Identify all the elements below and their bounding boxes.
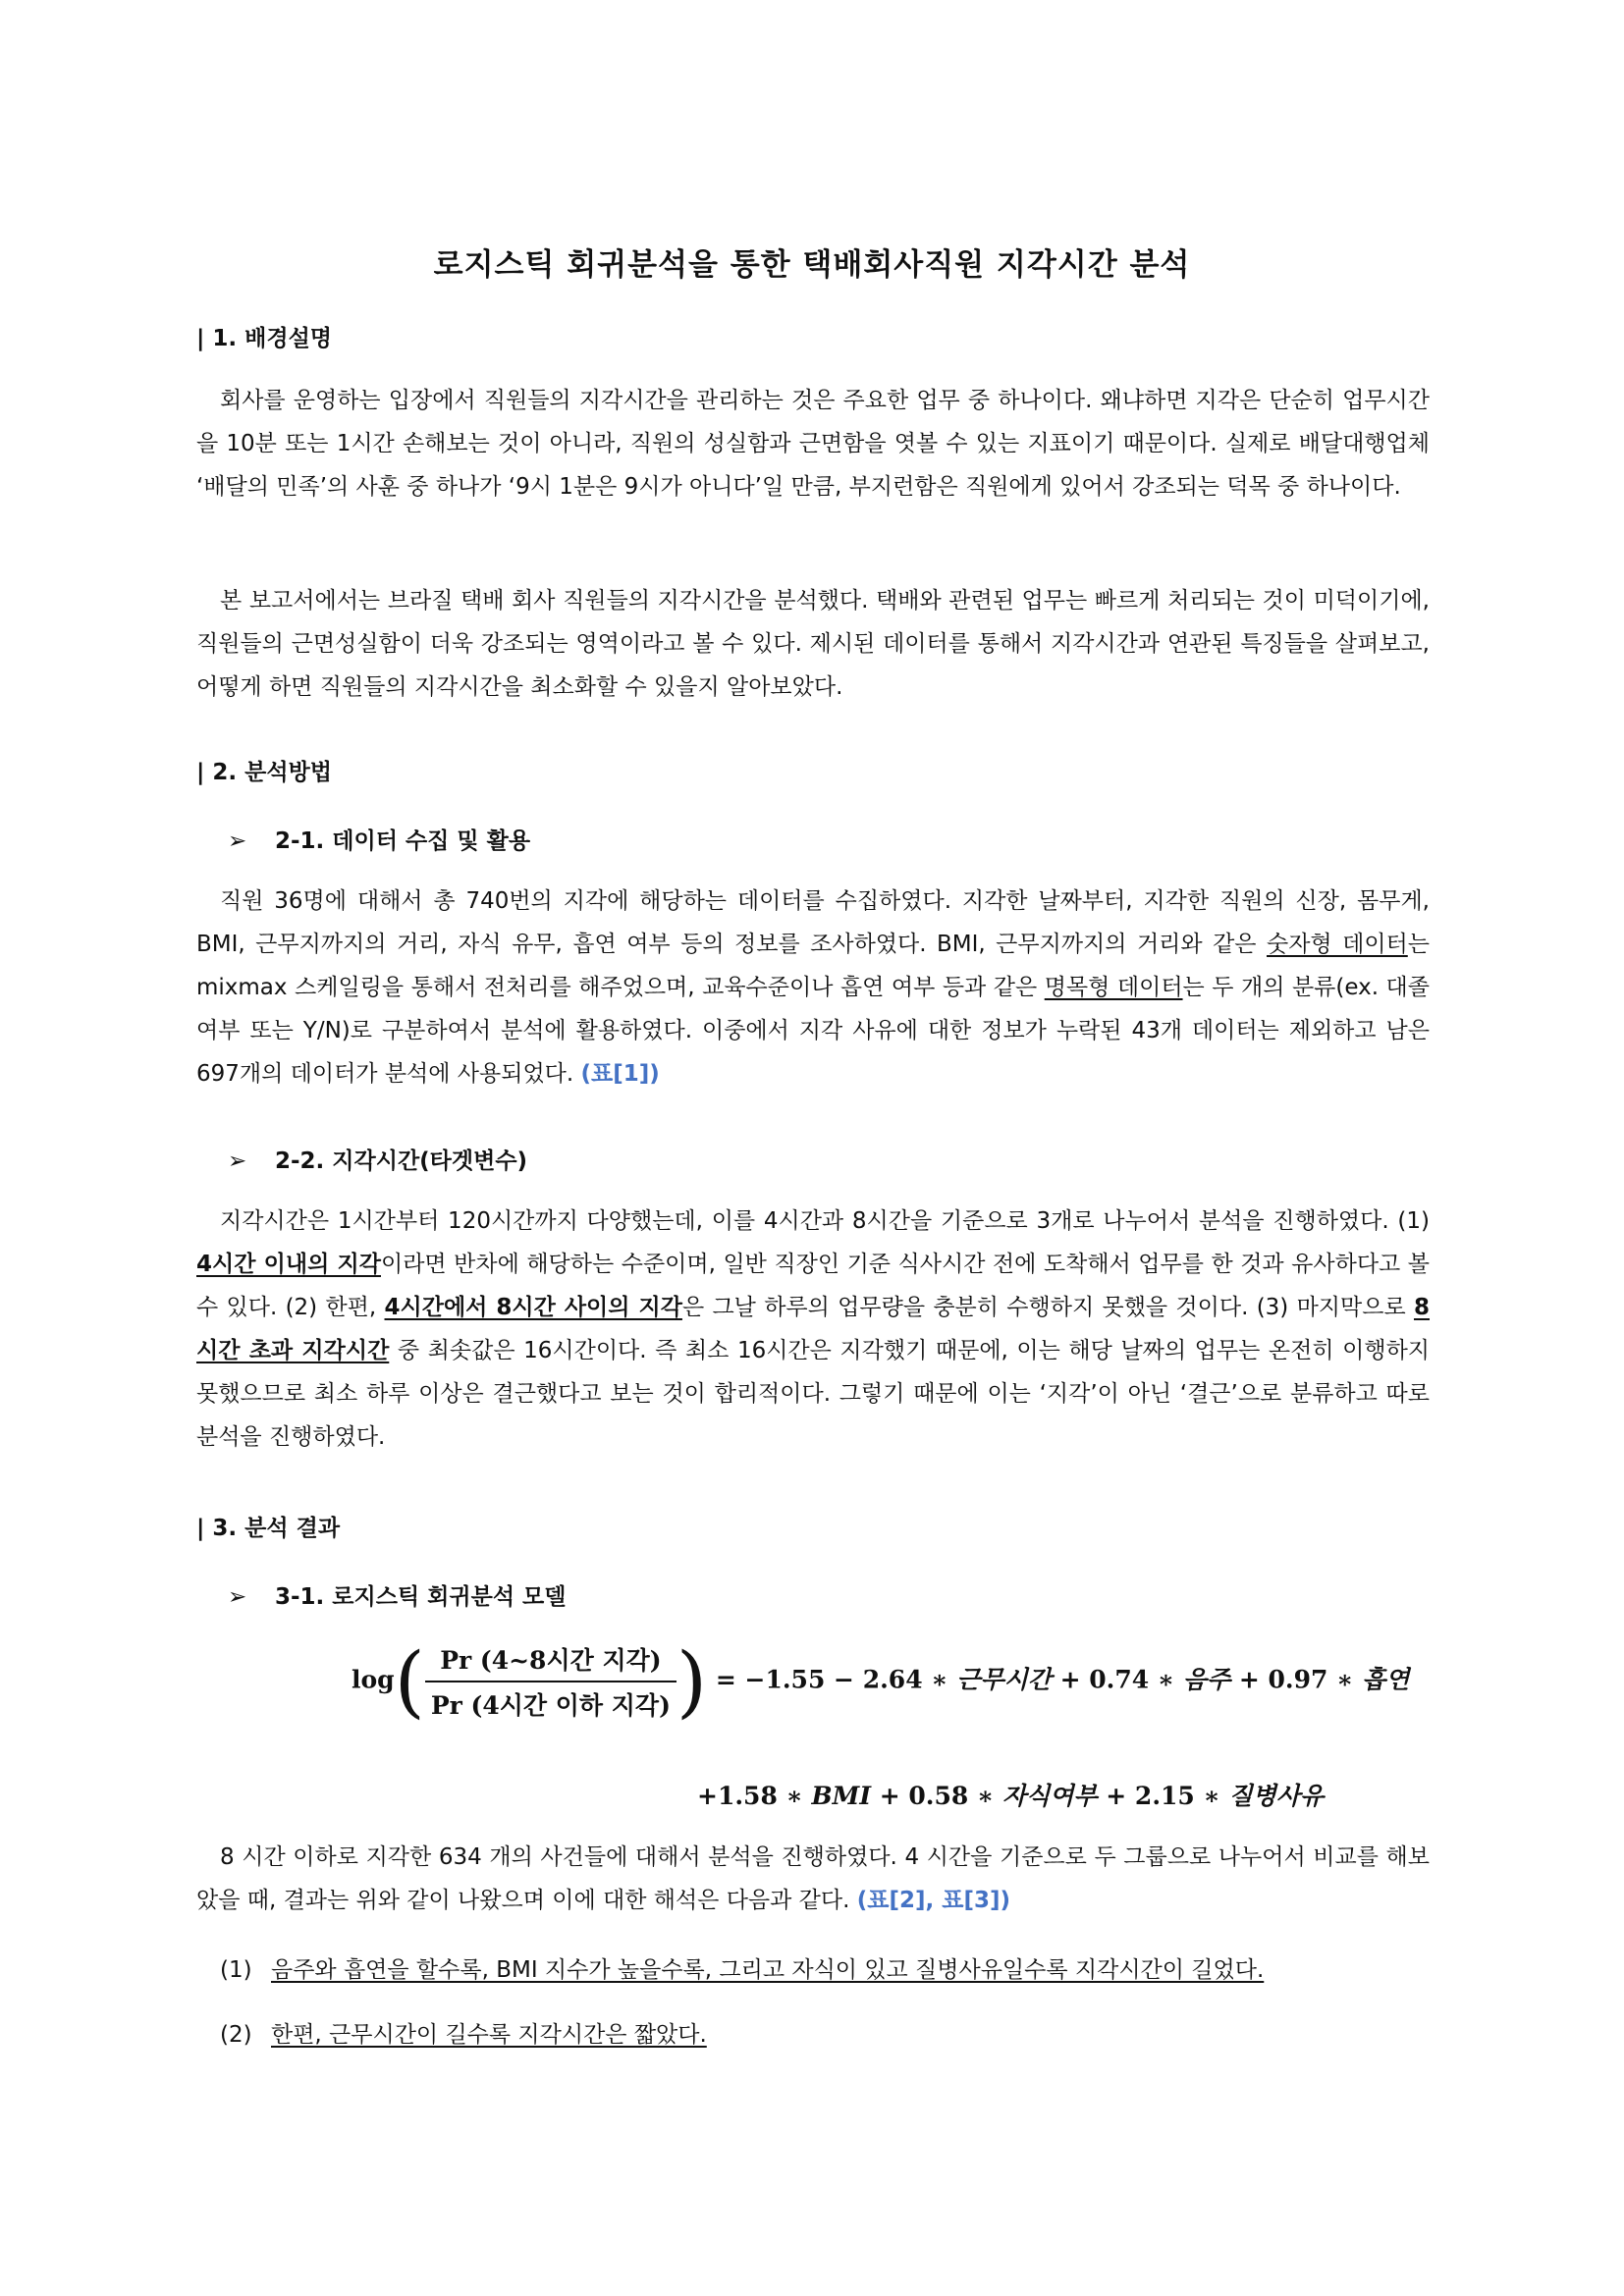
regression-equation-line-2 xyxy=(697,1777,1324,1812)
background-paragraph-1: 회사를 운영하는 입장에서 직원들의 지각시간을 관리하는 것은 주요한 업무 중 하나이다. 왜냐하면 지각은 단순히 업무시간을 10분 또는 1시간 손해보는 것이 아니라, 직원의 성실함과 근면함을 엿볼 수 있는 지표이기 때문이다. 실제로 배달대행업체 ‘배달의 민족’의 사훈 중 하나가 ‘9시 1분은 9시가 아니다’일 만큼, 부지런함은 직원에게 있어서 강조되는 덕목 중 하나이다. xyxy=(196,388,1430,500)
result-item-2 xyxy=(220,2016,707,2049)
text-run: 8 시간 이하로 지각한 634 개의 사건들에 대해서 분석을 진행하였다. 4 시간을 기준으로 두 그룹으로 나누어서 비교를 해보았을 때, 결과는 위와 같이 나왔으며 이에 대한 해석은 다음과 같다. xyxy=(196,1844,1430,1913)
eq-term: + 0.58 ∗ xyxy=(871,1782,1002,1810)
subsection-heading-model xyxy=(228,1578,567,1611)
eq-variable: 흡연 xyxy=(1362,1665,1410,1694)
target-paragraph xyxy=(196,1200,1430,1459)
data-paragraph xyxy=(196,880,1430,1095)
section-heading-results: | 3. 분석 결과 xyxy=(196,1516,341,1541)
arrow-bullet-icon: ➢ xyxy=(228,1584,247,1610)
text-run: 직원 36명에 대해서 총 740번의 지각에 해당하는 데이터를 수집하였다. 지각한 날짜부터, 지각한 직원의 신장, 몸무게, BMI, 근무지까지의 거리, 자식 유무, 흡연 여부 등의 정보를 조사하였다. BMI, 근무지까지의 거리와 같은 xyxy=(196,888,1430,957)
item-number: (1) xyxy=(220,1957,252,1983)
text-run: 지각시간은 1시간부터 120시간까지 다양했는데, 이를 4시간과 8시간을 기준으로 3개로 나누어서 분석을 진행하였다. (1) xyxy=(220,1208,1430,1234)
item-text: 음주와 흡연을 할수록, BMI 지수가 높을수록, 그리고 자식이 있고 질병사유일수록 지각시간이 길었다. xyxy=(271,1957,1265,1983)
open-paren: ( xyxy=(394,1635,425,1727)
eq-fraction xyxy=(425,1641,677,1722)
document-title: 로지스틱 회귀분석을 통한 택배회사직원 지각시간 분석 xyxy=(433,247,1191,283)
arrow-bullet-icon: ➢ xyxy=(228,1148,247,1174)
eq-term: + 0.74 ∗ xyxy=(1051,1665,1183,1694)
section-heading-background: | 1. 배경설명 xyxy=(196,326,333,351)
eq-term: + 2.15 ∗ xyxy=(1097,1782,1229,1810)
within-4h-term: 4시간 이내의 지각 xyxy=(196,1252,381,1277)
text-run: 이라면 반차에 해당하는 수준이며, 일반 직장인 기준 식사시간 전에 도착해서 업무를 한 것과 유사하다고 볼 수 있다. (2) 한편, xyxy=(196,1252,1431,1320)
result-item-1 xyxy=(220,1951,1264,1984)
4-to-8h-term: 4시간에서 8시간 사이의 지각 xyxy=(384,1295,682,1320)
text-run: 은 그날 하루의 업무량을 충분히 수행하지 못했을 것이다. (3) 마지막으로 xyxy=(681,1295,1414,1320)
eq-term: = −1.55 − 2.64 ∗ xyxy=(715,1665,957,1694)
numeric-data-term: 숫자형 데이터 xyxy=(1267,932,1408,957)
subsection-heading-data xyxy=(228,823,530,855)
eq-variable: 자식여부 xyxy=(1001,1782,1098,1810)
eq-variable: 음주 xyxy=(1182,1665,1231,1694)
over-8h-term: 8시간 초과 지각시간 xyxy=(196,1295,1430,1363)
eq-variable: 질병사유 xyxy=(1228,1782,1325,1810)
eq-term: + 0.97 ∗ xyxy=(1230,1665,1363,1694)
arrow-bullet-icon: ➢ xyxy=(228,828,247,854)
text-run: 는 두 개의 분류(ex. 대졸 여부 또는 Y/N)로 구분하여서 분석에 활용하였다. 이중에서 지각 사유에 대한 정보가 누락된 43개 데이터는 제외하고 남은 697개의 데이터가 분석에 사용되었다. xyxy=(196,975,1430,1087)
eq-denominator: Pr (4시간 이하 지각) xyxy=(430,1691,671,1720)
text-run: 는 mixmax 스케일링을 통해서 전처리를 해주었으며, 교육수준이나 흡연 여부 등과 같은 xyxy=(196,932,1430,1000)
text-run: 중 최솟값은 16시간이다. 즉 최소 16시간은 지각했기 때문에, 이는 해당 날짜의 업무는 온전히 이행하지 못했으므로 최소 하루 이상은 결근했다고 보는 것이 합리적이다. 그렇기 때문에 이는 ‘지각’이 아닌 ‘결근’으로 분류하고 따로 분석을 진행하였다. xyxy=(196,1338,1431,1450)
item-text: 한편, 근무시간이 길수록 지각시간은 짧았다. xyxy=(271,2022,707,2048)
eq-variable: 근무시간 xyxy=(956,1665,1052,1694)
close-paren: ) xyxy=(676,1635,708,1727)
nominal-data-term: 명목형 데이터 xyxy=(1044,975,1183,1000)
eq-term: +1.58 ∗ xyxy=(697,1782,812,1810)
regression-equation-line-1 xyxy=(352,1635,1410,1727)
results-paragraph xyxy=(196,1836,1430,1922)
eq-variable: BMI xyxy=(811,1782,872,1810)
background-paragraph-2: 본 보고서에서는 브라질 택배 회사 직원들의 지각시간을 분석했다. 택배와 관련된 업무는 빠르게 처리되는 것이 미덕이기에, 직원들의 근면성실함이 더욱 강조되는 영역이라고 볼 수 있다. 제시된 데이터를 통해서 지각시간과 연관된 특징들을 살펴보고, 어떻게 하면 직원들의 지각시간을 최소화할 수 있을지 알아보았다. xyxy=(196,588,1430,700)
subsection-heading-target xyxy=(228,1143,527,1175)
item-number: (2) xyxy=(220,2022,252,2048)
eq-numerator: Pr (4~8시간 지각) xyxy=(425,1641,677,1682)
subsection-title: 2-2. 지각시간(타겟변수) xyxy=(275,1148,528,1174)
subsection-title: 2-1. 데이터 수집 및 활용 xyxy=(275,828,531,854)
eq-log: log xyxy=(352,1665,395,1694)
section-heading-method: | 2. 분석방법 xyxy=(196,760,333,785)
subsection-title: 3-1. 로지스틱 회귀분석 모델 xyxy=(275,1584,567,1610)
table-reference: (표[2], 표[3]) xyxy=(856,1888,1010,1913)
table-reference: (표[1]) xyxy=(580,1061,660,1087)
